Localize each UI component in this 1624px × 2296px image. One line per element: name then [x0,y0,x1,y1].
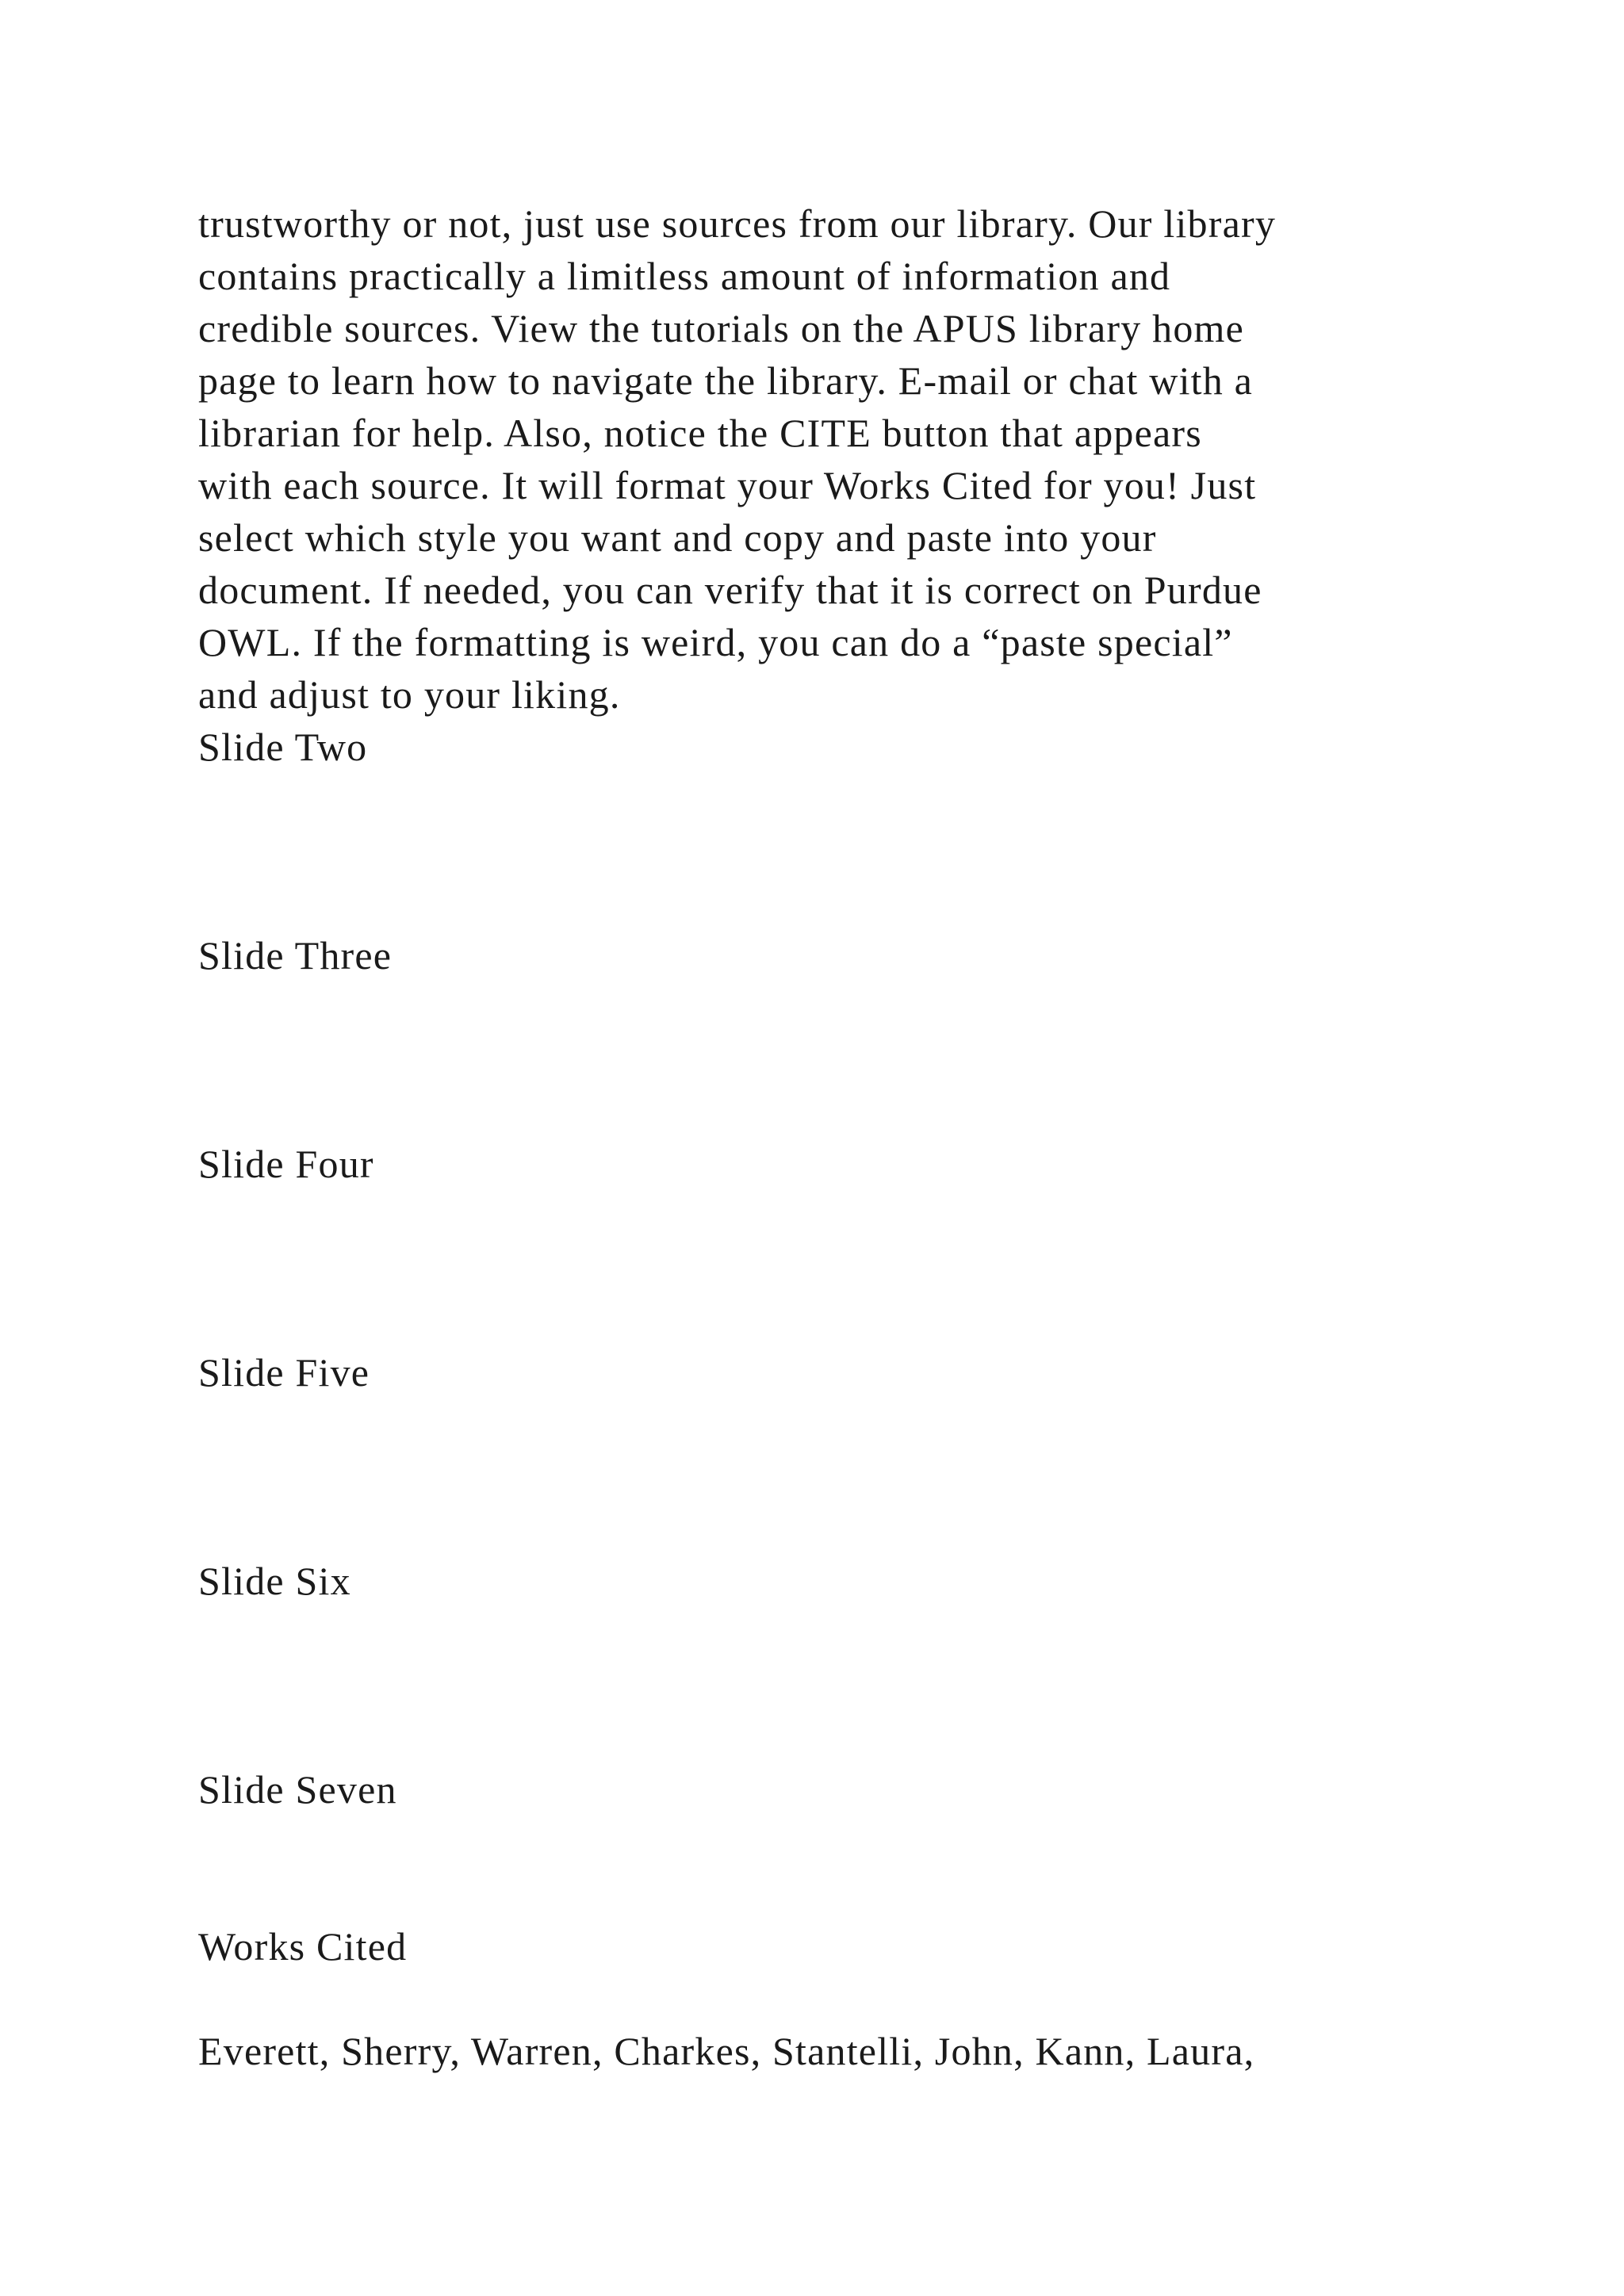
body-paragraph-line: trustworthy or not, just use sources from our library. Our library [198,201,1277,246]
slide-heading: Slide Two [198,725,368,769]
body-paragraph-line: page to learn how to navigate the library. E-mail or chat with a [198,358,1254,403]
slide-heading: Slide Three [198,933,393,978]
body-paragraph-line: select which style you want and copy and paste into your [198,515,1157,560]
body-paragraph-line: and adjust to your liking. [198,672,621,717]
slide-heading: Slide Five [198,1350,370,1395]
body-paragraph-line: with each source. It will format your Works Cited for you! Just [198,463,1257,507]
body-paragraph-line: librarian for help. Also, notice the CITE button that appears [198,411,1202,455]
works-cited-entry: Everett, Sherry, Warren, Charkes, Stantelli, John, Kann, Laura, [198,2029,1255,2073]
body-paragraph-line: credible sources. View the tutorials on the APUS library home [198,306,1245,350]
body-paragraph-line: contains practically a limitless amount of information and [198,254,1171,298]
slide-heading: Slide Four [198,1142,374,1186]
slide-heading: Slide Seven [198,1767,397,1812]
works-cited-heading: Works Cited [198,1924,408,1969]
slide-heading: Slide Six [198,1559,351,1603]
body-paragraph-line: document. If needed, you can verify that it is correct on Purdue [198,568,1262,612]
body-paragraph-line: OWL. If the formatting is weird, you can do a “paste special” [198,620,1233,664]
